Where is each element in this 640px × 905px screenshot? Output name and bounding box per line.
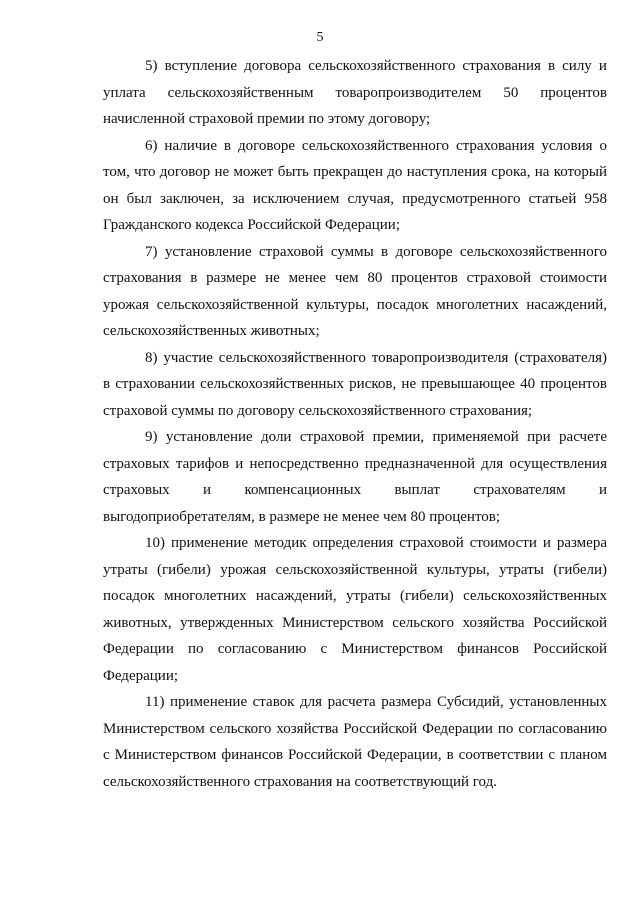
word: сельскохозяйственного [308,58,456,74]
paragraph-5-line-2 [103,80,607,107]
word: установление [165,429,253,445]
word: товаропроизводителем [335,84,482,101]
word: при [527,429,551,445]
word: тарифов [175,455,230,472]
word: и [598,58,607,74]
word: выплат [394,482,440,498]
word: непосредственно [249,455,359,472]
word: 9) [145,429,158,445]
paragraph-9-line-1 [103,424,607,451]
paragraph-11: 11) применение ставок для расчета размера Субсидий, установленных Министерством сельского хозяйства Российской Федерации по согласованию с Министерством финансов Российской Федерации, в соответствии с планом сельскохозяйственного страхования на соответствующий год. [103,694,607,790]
word: и [203,482,212,498]
word: вступление [164,58,237,74]
word: осуществления [509,455,607,472]
word: сельскохозяйственным [167,84,314,101]
word: премии, [372,429,425,445]
word: страховой [299,429,365,445]
word: договора [244,58,302,74]
word: применяемой [432,429,519,445]
word: доли [261,429,292,445]
paragraph-5 [103,53,607,133]
paragraph-7: 7) установление страховой суммы в договоре сельскохозяйственного страхования в размере не менее чем 80 процентов страховой стоимости урожая сельскохозяйственной культуры, посадок многолетних насаждений, сельскохозяйственных животных; [103,243,607,339]
word: предназначенной [364,455,475,472]
paragraph-9-line-4: выгодоприобретателям, в размере не менее чем 80 процентов; [103,508,501,525]
word: страховых [103,482,170,498]
paragraph-6: 6) наличие в договоре сельскохозяйственного страхования условия о том, что договор не может быть прекращен до наступления срока, на который он был заключен, за исключением случая, предусмотренного статьей 958 Гражданского кодекса Российской Федерации; [103,137,607,233]
paragraph-8: 8) участие сельскохозяйственного товаропроизводителя (страхователя) в страховании сельскохозяйственных рисков, не превышающее 40 процентов страховой суммы по договору сельскохозяйственного страхования; [103,349,607,419]
word: страхователям [473,482,566,498]
word: страхования [462,58,541,74]
word: 5) [145,58,158,74]
word: процентов [540,84,607,101]
word: в [547,58,556,74]
word: уплата [103,84,146,101]
word: для [481,455,504,472]
paragraph-5-line-1 [103,53,607,80]
paragraph-5-line-3: начисленной страховой премии по этому договору; [103,111,431,127]
word: компенсационных [244,482,362,498]
word: 50 [503,84,519,101]
paragraph-9 [103,424,607,530]
paragraph-9-line-3 [103,477,607,504]
paragraph-10: 10) применение методик определения страховой стоимости и размера утраты (гибели) урожая сельскохозяйственной культуры, утраты (гибели) посадок многолетних насаждений, утраты (гибели) сельскохозяйственных животных, утвержденных Министерством сельского хозяйства Российской Федерации по согласованию с Министерством финансов Российской Федерации; [103,535,607,684]
word: и [235,455,244,472]
word: расчете [559,429,607,445]
page-number: 5 [316,30,324,45]
word: страховых [103,455,170,472]
word: силу [562,58,592,74]
paragraph-9-line-2 [103,451,607,478]
document-body [103,53,607,795]
word: и [598,482,607,498]
